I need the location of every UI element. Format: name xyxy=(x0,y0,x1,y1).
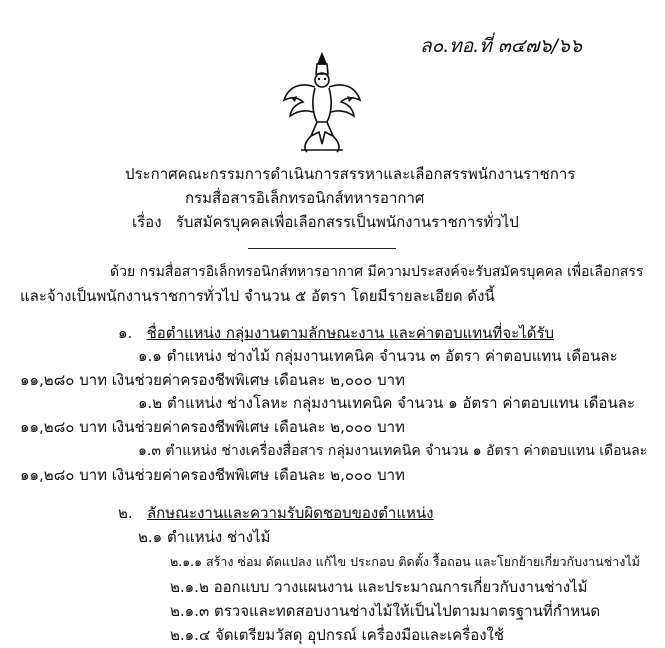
position-3-line-2: ๑๑,๒๘๐ บาท เงินช่วยค่าครองชีพพิเศษ เดือนละ ๒,๐๐๐ บาท xyxy=(20,466,405,484)
section-1-heading xyxy=(118,323,554,343)
position-2-line-2: ๑๑,๒๘๐ บาท เงินช่วยค่าครองชีพพิเศษ เดือนละ ๒,๐๐๐ บาท xyxy=(20,418,405,436)
duty-item: ๒.๑.๓ ตรวจและทดสอบงานช่างไม้ให้เป็นไปตามมาตรฐานที่กำหนด xyxy=(170,602,601,620)
section-1-number: ๑. xyxy=(118,324,133,342)
section-2-sub-heading: ๒.๑ ตำแหน่ง ช่างไม้ xyxy=(138,528,271,546)
position-2-line-1: ๑.๒ ตำแหน่ง ช่างโลหะ กลุ่มงานเทคนิค จำนวน ๑ อัตรา ค่าตอบแทน เดือนละ xyxy=(138,394,636,412)
garuda-emblem-icon xyxy=(281,52,363,156)
position-1-line-2: ๑๑,๒๘๐ บาท เงินช่วยค่าครองชีพพิเศษ เดือนละ ๒,๐๐๐ บาท xyxy=(20,371,405,389)
duty-item: ๒.๑.๔ จัดเตรียมวัสดุ อุปกรณ์ เครื่องมือและเครื่องใช้ xyxy=(170,626,505,644)
duty-item: ๒.๑.๑ สร้าง ซ่อม ดัดแปลง แก้ไข ประกอบ ติดตั้ง รื้อถอน และโยกย้ายเกี่ยวกับงานช่างไม้ xyxy=(170,554,640,569)
section-2-title: ลักษณะงานและความรับผิดชอบของตำแหน่ง xyxy=(146,504,434,522)
section-1-title: ชื่อตำแหน่ง กลุ่มงานตามลักษณะงาน และค่าตอบแทนที่จะได้รับ xyxy=(146,324,555,342)
header-divider xyxy=(248,248,396,249)
position-1-line-1: ๑.๑ ตำแหน่ง ช่างไม้ กลุ่มงานเทคนิค จำนวน ๓ อัตรา ค่าตอบแทน เดือนละ xyxy=(138,347,618,365)
subject-line xyxy=(132,212,519,232)
subject-text: รับสมัครบุคคลเพื่อเลือกสรรเป็นพนักงานราชการทั่วไป xyxy=(175,213,519,231)
section-2-heading xyxy=(118,503,434,523)
section-2-number: ๒. xyxy=(118,504,133,522)
subject-label: เรื่อง xyxy=(132,213,162,231)
intro-line-1: ด้วย กรมสื่อสารอิเล็กทรอนิกส์ทหารอากาศ มีความประสงค์จะรับสมัครบุคคล เพื่อเลือกสรร xyxy=(110,264,644,280)
reference-number: ล๐.ทอ.ที่ ๓๔๗๖/๖๖ xyxy=(420,35,583,57)
duty-item: ๒.๑.๒ ออกแบบ วางแผนงาน และประมาณการเกี่ยวกับงานช่างไม้ xyxy=(170,578,588,596)
issuer-title: ประกาศคณะกรรมการดำเนินการสรรหาและเลือกสรรพนักงานราชการ xyxy=(125,165,576,183)
department-name: กรมสื่อสารอิเล็กทรอนิกส์ทหารอากาศ xyxy=(185,189,425,207)
intro-line-2: และจ้างเป็นพนักงานราชการทั่วไป จำนวน ๕ อัตรา โดยมีรายละเอียด ดังนี้ xyxy=(20,287,495,305)
position-3-line-1: ๑.๓ ตำแหน่ง ช่างเครื่องสื่อสาร กลุ่มงานเทคนิค จำนวน ๑ อัตรา ค่าตอบแทน เดือนละ xyxy=(138,443,648,459)
